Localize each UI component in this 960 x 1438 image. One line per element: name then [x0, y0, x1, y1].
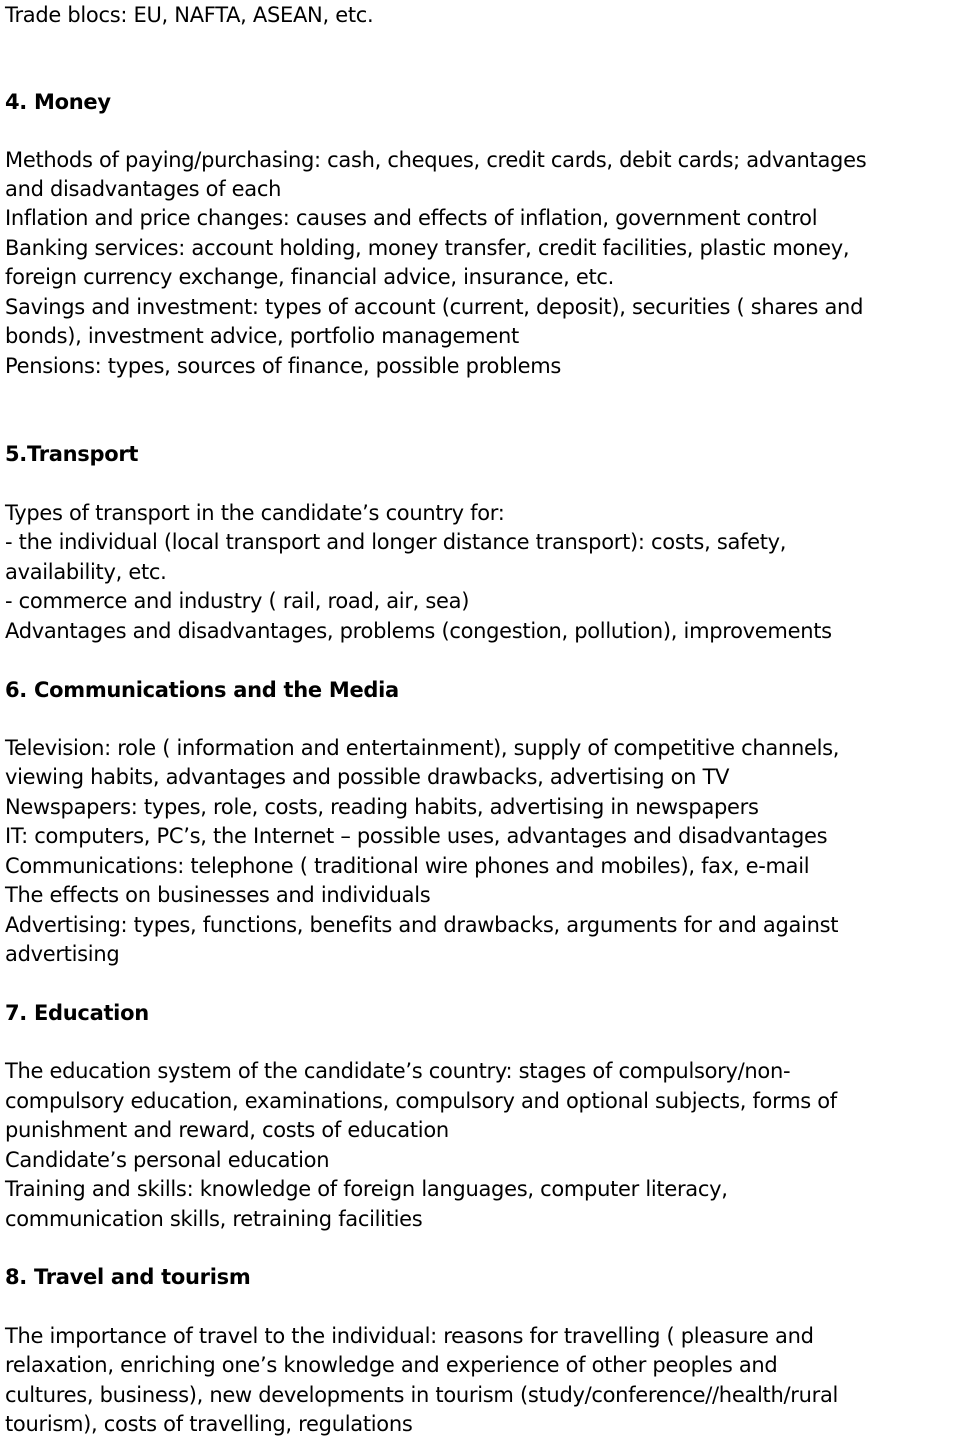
body-line: Newspapers: types, role, costs, reading habits, advertising in newspapers — [5, 795, 759, 819]
section-heading-communications: 6. Communications and the Media — [5, 678, 399, 702]
body-line: Methods of paying/purchasing: cash, cheques, credit cards, debit cards; advantages — [5, 148, 867, 172]
body-line: Advantages and disadvantages, problems (congestion, pollution), improvements — [5, 619, 832, 643]
body-line: - the individual (local transport and longer distance transport): costs, safety, — [5, 530, 787, 554]
body-line: tourism), costs of travelling, regulations — [5, 1412, 413, 1436]
section-heading-travel: 8. Travel and tourism — [5, 1265, 251, 1289]
body-line: Pensions: types, sources of finance, possible problems — [5, 354, 562, 378]
body-line: The importance of travel to the individual: reasons for travelling ( pleasure and — [5, 1324, 814, 1348]
body-line: viewing habits, advantages and possible drawbacks, advertising on TV — [5, 765, 730, 789]
body-line: punishment and reward, costs of education — [5, 1118, 449, 1142]
body-line: relaxation, enriching one’s knowledge and experience of other peoples and — [5, 1353, 778, 1377]
body-line: The effects on businesses and individuals — [5, 883, 431, 907]
body-line: Advertising: types, functions, benefits and drawbacks, arguments for and against — [5, 913, 839, 937]
body-line: availability, etc. — [5, 560, 167, 584]
body-line: IT: computers, PC’s, the Internet – possible uses, advantages and disadvantages — [5, 824, 828, 848]
body-line: Communications: telephone ( traditional wire phones and mobiles), fax, e-mail — [5, 854, 810, 878]
body-line: bonds), investment advice, portfolio management — [5, 324, 519, 348]
body-line: foreign currency exchange, financial advice, insurance, etc. — [5, 265, 615, 289]
body-line: Banking services: account holding, money transfer, credit facilities, plastic money, — [5, 236, 850, 260]
body-line: advertising — [5, 942, 120, 966]
trade-blocs-text: Trade blocs: EU, NAFTA, ASEAN, etc. — [5, 3, 374, 27]
body-line: Television: role ( information and entertainment), supply of competitive channels, — [5, 736, 840, 760]
body-line: Types of transport in the candidate’s country for: — [5, 501, 505, 525]
section-heading-transport: 5.Transport — [5, 442, 139, 466]
body-line: - commerce and industry ( rail, road, air, sea) — [5, 589, 470, 613]
body-line: The education system of the candidate’s country: stages of compulsory/non- — [5, 1059, 791, 1083]
body-line: compulsory education, examinations, compulsory and optional subjects, forms of — [5, 1089, 837, 1113]
section-heading-education: 7. Education — [5, 1001, 149, 1025]
section-heading-money: 4. Money — [5, 90, 111, 114]
body-line: Savings and investment: types of account (current, deposit), securities ( shares and — [5, 295, 864, 319]
body-line: and disadvantages of each — [5, 177, 282, 201]
body-line: cultures, business), new developments in tourism (study/conference//health/rural — [5, 1383, 839, 1407]
body-line: communication skills, retraining facilities — [5, 1207, 423, 1231]
body-line: Inflation and price changes: causes and effects of inflation, government control — [5, 206, 818, 230]
body-line: Candidate’s personal education — [5, 1148, 330, 1172]
body-line: Training and skills: knowledge of foreign languages, computer literacy, — [5, 1177, 728, 1201]
